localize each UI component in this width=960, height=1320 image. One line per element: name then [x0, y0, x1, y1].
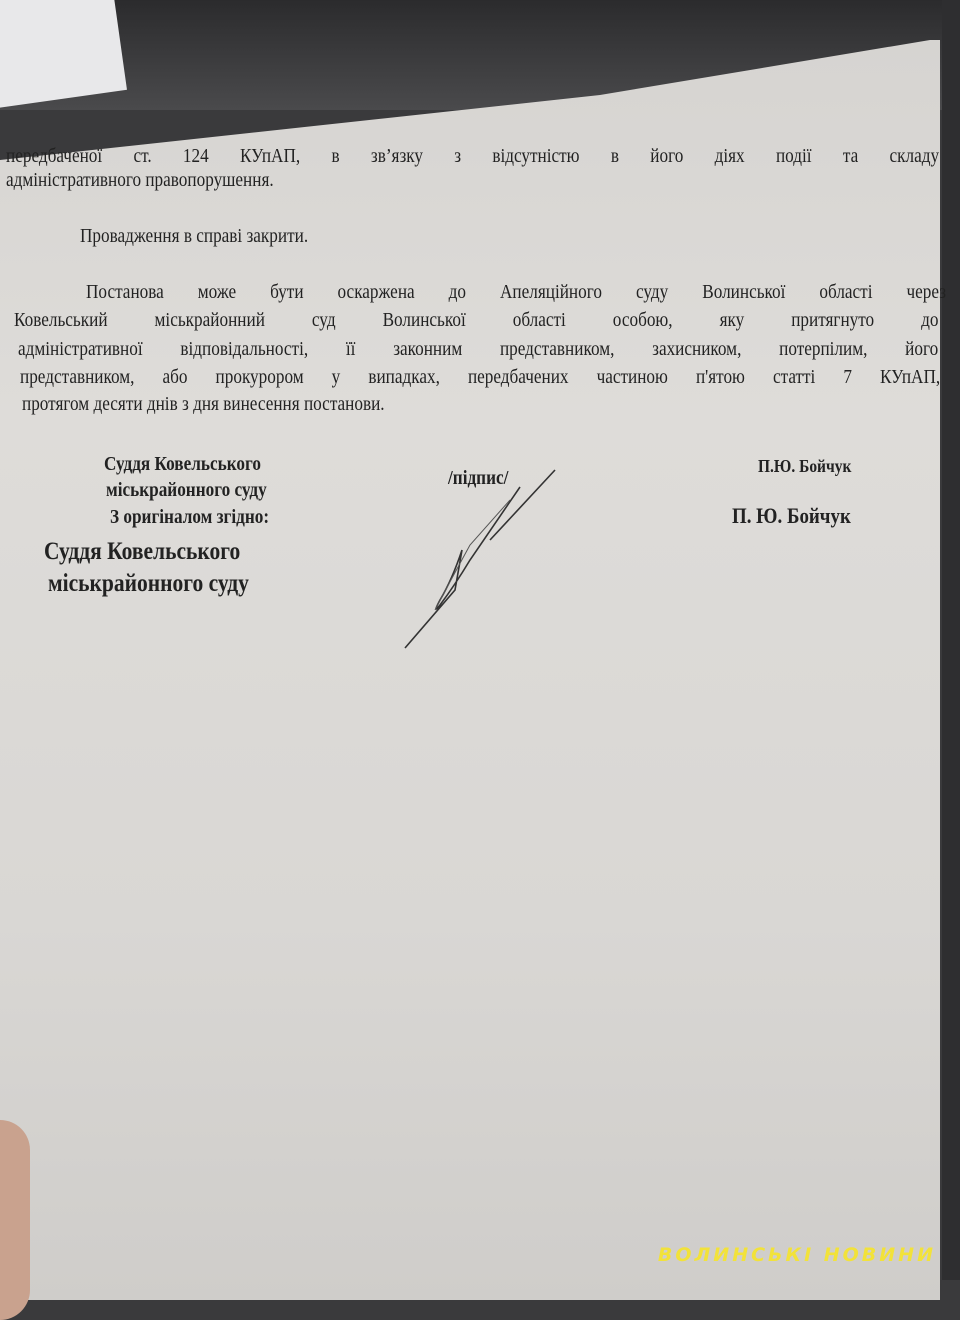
judge-title-2: міськрайонного суду — [106, 479, 267, 501]
certified-label: З оригіналом згідно: — [110, 506, 270, 528]
paragraph3-line3: адміністративної відповідальності, її законним представником, захисником, потерпілим, його — [18, 338, 939, 360]
judge-name-1: П.Ю. Бойчук — [758, 456, 852, 476]
stamp-title-2: міськрайонного суду — [48, 570, 249, 597]
paragraph1-line1: передбаченої ст. 124 КУпАП, в зв’язку з відсутністю в його діях події та складу — [6, 145, 940, 167]
judge-name-2: П. Ю. Бойчук — [732, 503, 851, 528]
watermark-logo: ВОЛИНСЬКІ НОВИНИ — [657, 1244, 936, 1266]
paragraph3-line1: Постанова може бути оскаржена до Апеляційного суду Волинської області через — [86, 281, 946, 303]
paragraph1-line2: адміністративного правопорушення. — [6, 169, 274, 191]
paragraph3-line4: представником, або прокурором у випадках, передбачених частиною п'ятою статті 7 КУпАП, — [20, 366, 941, 388]
paragraph3-line5: протягом десяти днів з дня винесення постанови. — [22, 393, 385, 415]
stamp-title-1: Суддя Ковельського — [44, 538, 241, 565]
paragraph2: Провадження в справі закрити. — [80, 225, 309, 247]
judge-title-1: Суддя Ковельського — [104, 453, 261, 475]
signature-note: /підпис/ — [448, 467, 509, 489]
paragraph3-line2: Ковельський міськрайонний суд Волинської області особою, яку притягнуто до — [14, 309, 939, 331]
